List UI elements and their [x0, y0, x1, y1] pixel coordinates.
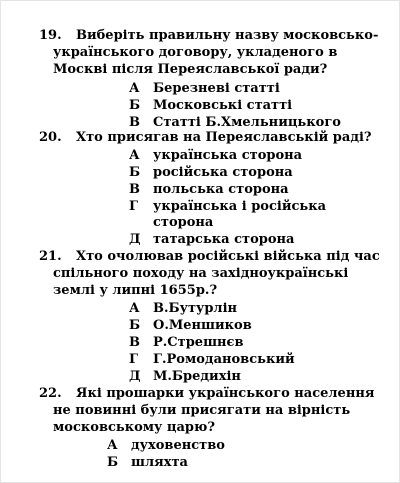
option-text: Московські статті	[153, 98, 293, 113]
option-text: Статті Б.Хмельницького	[153, 115, 341, 130]
option-letter: Б	[129, 318, 141, 333]
option-letter: В	[129, 115, 140, 130]
question-text-line: українського договору, укладеного в	[53, 45, 338, 60]
question-number: 20.	[39, 130, 62, 145]
option-letter: В	[129, 182, 140, 197]
question-text-line: Які прошарки українського населення	[76, 386, 375, 401]
option-letter: Г	[129, 199, 138, 214]
option-letter: В	[129, 335, 140, 350]
option-text: духовенство	[131, 438, 225, 453]
option-letter: Б	[129, 98, 141, 113]
option-text: шляхта	[131, 455, 188, 470]
option-text: татарська сторона	[153, 232, 295, 247]
option-text: українська і російська	[153, 199, 327, 214]
option-letter: Д	[129, 369, 141, 384]
option-letter: Б	[129, 165, 141, 180]
option-letter: А	[107, 438, 118, 453]
option-letter: А	[129, 148, 140, 163]
option-text: польська сторона	[153, 182, 289, 197]
option-text-continuation: сторона	[153, 215, 214, 230]
question-text-line: Москві після Переяславської ради?	[53, 62, 328, 77]
question-text-line: Хто присягав на Переяславській раді?	[76, 130, 372, 145]
question-number: 22.	[39, 386, 62, 401]
option-text: В.Бутурлін	[153, 301, 238, 316]
option-text: російська сторона	[153, 165, 293, 180]
option-letter: Г	[129, 352, 138, 367]
question-text-line: московському царю?	[53, 420, 215, 435]
option-text: Березневі статті	[153, 81, 280, 96]
option-letter: А	[129, 301, 140, 316]
option-letter: Д	[129, 232, 141, 247]
option-text: Р.Стрешнєв	[153, 335, 244, 350]
option-text: Г.Ромодановський	[153, 352, 295, 367]
question-text-line: землі у липні 1655р.?	[53, 283, 218, 298]
question-text-line: Хто очолював російські війська під час	[76, 249, 380, 264]
question-number: 21.	[39, 249, 62, 264]
option-text: М.Бредихін	[153, 369, 241, 384]
option-text: українська сторона	[153, 148, 303, 163]
question-text-line: не повинні були присягати на вірність	[53, 403, 351, 418]
option-letter: А	[129, 81, 140, 96]
question-text-line: Виберіть правильну назву московсько-	[76, 28, 379, 43]
option-letter: Б	[107, 455, 119, 470]
question-number: 19.	[39, 28, 62, 43]
option-text: О.Меншиков	[153, 318, 252, 333]
question-text-line: спільного походу на західноукраїнські	[53, 266, 349, 281]
